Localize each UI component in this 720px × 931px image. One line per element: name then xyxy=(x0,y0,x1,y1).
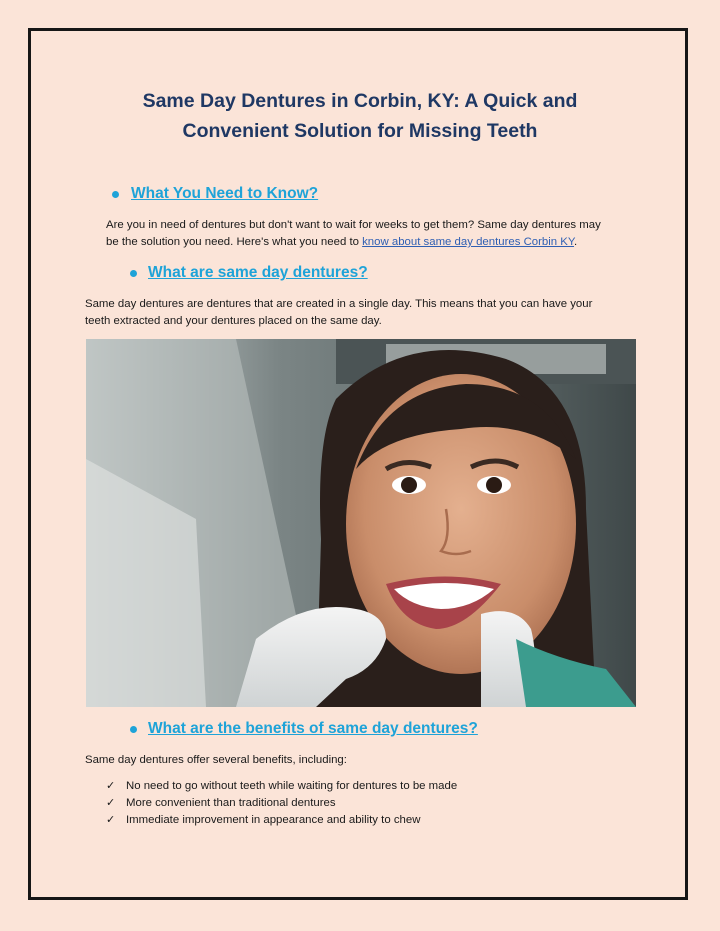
page-title xyxy=(0,86,720,146)
dentures-corbin-link[interactable]: know about same day dentures Corbin KY xyxy=(362,236,575,248)
benefit-text: More convenient than traditional dentures xyxy=(126,797,336,809)
section-heading-what-are: What are same day dentures? xyxy=(148,264,368,281)
smiling-patient-photo xyxy=(86,339,636,707)
section2-line-2: teeth extracted and your dentures placed on the same day. xyxy=(85,315,382,327)
benefit-text: No need to go without teeth while waiting for dentures to be made xyxy=(126,780,458,792)
bullet-icon xyxy=(112,191,119,198)
benefits-intro: Same day dentures offer several benefits, including: xyxy=(85,754,347,766)
benefit-item xyxy=(106,795,336,812)
section1-line-2-text: be the solution you need. Here's what you need to xyxy=(106,236,363,248)
section2-line-1: Same day dentures are dentures that are created in a single day. This means that you can have your xyxy=(85,298,593,310)
checkmark-icon: ✓ xyxy=(106,780,116,792)
title-line-2: Convenient Solution for Missing Teeth xyxy=(182,120,538,142)
bullet-icon xyxy=(130,726,137,733)
benefit-item xyxy=(106,778,457,795)
title-line-1: Same Day Dentures in Corbin, KY: A Quick and xyxy=(142,90,578,112)
section1-line-2 xyxy=(106,234,646,251)
section1-line-1: Are you in need of dentures but don't want to wait for weeks to get them? Same day dentures may xyxy=(106,219,601,231)
section2-paragraph xyxy=(85,296,635,330)
section-heading-benefits: What are the benefits of same day dentures? xyxy=(148,720,478,737)
checkmark-icon: ✓ xyxy=(106,797,116,809)
benefit-text: Immediate improvement in appearance and ability to chew xyxy=(126,814,421,826)
section1-paragraph xyxy=(106,217,646,251)
checkmark-icon: ✓ xyxy=(106,814,116,826)
bullet-icon xyxy=(130,270,137,277)
benefit-item xyxy=(106,812,420,829)
section-heading-what-you-need: What You Need to Know? xyxy=(131,185,319,202)
section1-line-2-period: . xyxy=(574,236,578,248)
